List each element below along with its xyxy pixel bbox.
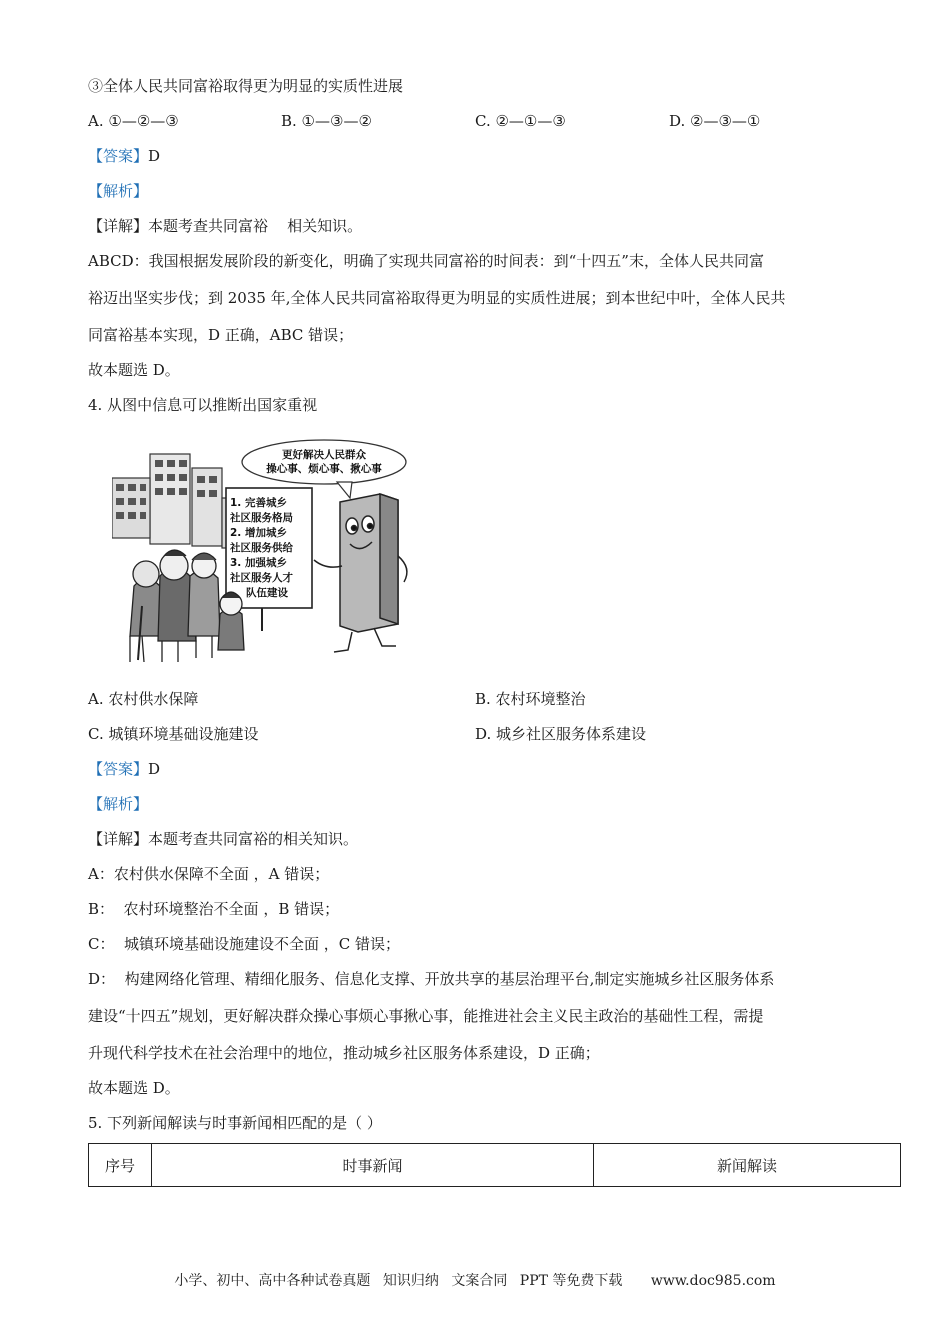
q3-option-a: A. ①—②—③	[88, 112, 179, 130]
board-line-6: 社区服务人才	[230, 572, 293, 584]
q3-option-b: B. ①—③—②	[281, 112, 372, 130]
table-header-row	[89, 1144, 901, 1187]
answer-tag: 【答案】	[88, 147, 149, 165]
detail-tag: 【详解】	[88, 830, 149, 848]
q4-analysis-a: A：农村供水保障不全面 ，A 错误；	[88, 865, 330, 883]
q4-analysis-tag: 【解析】	[88, 795, 149, 813]
q3-explain-line-3: 同富裕基本实现，D 正确，ABC 错误；	[88, 326, 354, 344]
q4-answer	[88, 759, 160, 779]
footer-item-4: PPT 等免费下载	[519, 1273, 623, 1289]
q3-option-c: C. ②—①—③	[475, 112, 566, 130]
q4-conclusion: 故本题选 D。	[88, 1079, 180, 1097]
footer-item-1: 小学、初中、高中各种试卷真题	[174, 1273, 371, 1289]
q3-conclusion: 故本题选 D。	[88, 361, 180, 379]
q4-detail	[88, 829, 358, 849]
footer-item-2: 知识归纳	[382, 1273, 439, 1289]
q3-explain-line-1: ABCD：我国根据发展阶段的新变化，明确了实现共同富裕的时间表：到“十四五”末，全体人民共同富	[88, 252, 764, 270]
q4-option-d: D. 城乡社区服务体系建设	[475, 725, 647, 743]
header-number: 序号	[89, 1144, 152, 1187]
q5-stem: 5. 下列新闻解读与时事新闻相匹配的是（ ）	[88, 1114, 382, 1132]
detail-tag: 【详解】	[88, 217, 149, 235]
q3-answer	[88, 146, 160, 166]
q4-stem: 4. 从图中信息可以推断出国家重视	[88, 396, 318, 414]
detail-intro: 本题考查共同富裕的相关知识。	[148, 830, 359, 848]
board-line-3: 2. 增加城乡	[230, 527, 287, 539]
header-interpretation: 新闻解读	[594, 1144, 901, 1187]
q4-analysis-b: B： 农村环境整治不全面 ，B 错误；	[88, 900, 340, 918]
answer-value: D	[148, 147, 161, 165]
board-line-7: 队伍建设	[246, 587, 288, 599]
bubble-text-1: 更好解决人民群众	[282, 449, 366, 461]
q4-analysis-c: C： 城镇环境基础设施建设不全面 ，C 错误；	[88, 935, 401, 953]
q4-option-a: A. 农村供水保障	[88, 690, 199, 708]
board-line-2: 社区服务格局	[230, 512, 293, 524]
answer-value: D	[148, 760, 161, 778]
detail-intro: 本题考查共同富裕 相关知识。	[148, 217, 363, 235]
q3-item-3: ③全体人民共同富裕取得更为明显的实质性进展	[88, 77, 404, 95]
answer-tag: 【答案】	[88, 760, 149, 778]
q3-detail	[88, 216, 362, 236]
header-news: 时事新闻	[152, 1144, 594, 1187]
buildings-illustration	[112, 454, 244, 548]
board-line-1: 1. 完善城乡	[230, 497, 287, 509]
q3-explain-line-2: 裕迈出坚实步伐；到 2035 年,全体人民共同富裕取得更为明显的实质性进展；到本世纪中叶，全体人民共	[88, 289, 786, 307]
board-line-4: 社区服务供给	[230, 542, 293, 554]
q4-analysis-d-line-2: 建设“十四五”规划，更好解决群众操心事烦心事揪心事，能推进社会主义民主政治的基础性工程，需提	[88, 1007, 764, 1025]
bubble-text-2: 操心事、烦心事、揪心事	[266, 463, 382, 475]
q3-analysis-tag: 【解析】	[88, 182, 149, 200]
footer-item-3: 文案合同	[451, 1273, 508, 1289]
q4-option-c: C. 城镇环境基础设施建设	[88, 725, 259, 743]
q4-cartoon-figure	[112, 436, 417, 664]
q4-option-b: B. 农村环境整治	[475, 690, 586, 708]
q4-analysis-d-line-3: 升现代科学技术在社会治理中的地位，推动城乡社区服务体系建设，D 正确；	[88, 1044, 600, 1062]
q5-table	[88, 1143, 901, 1187]
board-line-5: 3. 加强城乡	[230, 557, 287, 569]
book-character-illustration	[314, 494, 407, 652]
q3-option-d: D. ②—③—①	[669, 112, 761, 130]
page-footer	[0, 1270, 950, 1290]
q4-analysis-d-line-1: D： 构建网络化管理、精细化服务、信息化支撑、开放共享的基层治理平台,制定实施城乡社区服务体系	[88, 970, 775, 988]
footer-site-link[interactable]: www.doc985.com	[650, 1273, 776, 1289]
